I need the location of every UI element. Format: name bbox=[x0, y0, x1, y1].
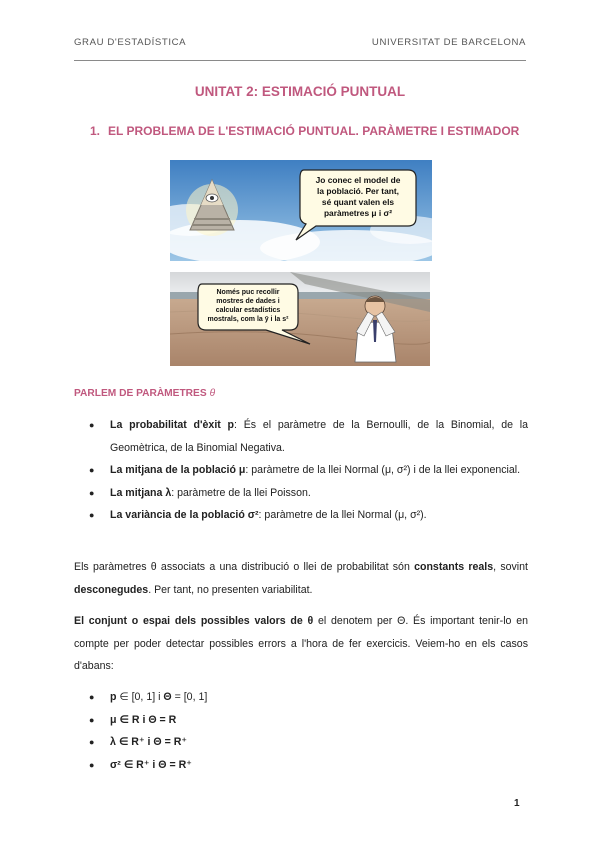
list-item bbox=[74, 731, 528, 754]
list-item bbox=[74, 414, 528, 459]
list-item bbox=[74, 709, 528, 732]
set-rest: = [0, 1] bbox=[171, 691, 208, 703]
bullet-text: : paràmetre de la llei Normal (μ, σ²). bbox=[258, 509, 427, 521]
bubble2-line1: Només puc recollir bbox=[216, 289, 280, 296]
params-heading-symbol: θ bbox=[209, 388, 216, 399]
bullet-text: : paràmetre de la llei Poisson. bbox=[171, 486, 311, 499]
bullet-bold: La probabilitat d'èxit p bbox=[110, 419, 235, 431]
bullet-bold: La mitjana de la població μ bbox=[110, 464, 246, 476]
list-item bbox=[74, 686, 528, 709]
set-theta: Θ bbox=[153, 736, 162, 748]
page-header bbox=[74, 37, 526, 51]
bubble2-line4: mostrals, com la ȳ i la s² bbox=[207, 316, 289, 323]
section-number: 1. bbox=[90, 124, 101, 138]
set-mid: ∈ R⁺ i bbox=[120, 758, 159, 771]
set-mid: ∈ R⁺ i bbox=[115, 736, 154, 748]
paragraph-constants bbox=[74, 556, 528, 601]
set-theta: Θ bbox=[158, 758, 167, 771]
unit-title: UNITAT 2: ESTIMACIÓ PUNTUAL bbox=[194, 84, 406, 99]
parameter-space-list bbox=[74, 686, 528, 776]
header-course: GRAU D'ESTADÍSTICA bbox=[74, 37, 187, 48]
para1-text: Els paràmetres θ associats a una distribució o llei de probabilitat són bbox=[74, 561, 415, 573]
parameter-list bbox=[74, 414, 528, 527]
set-rest: = R bbox=[156, 713, 177, 726]
set-rest: = R⁺ bbox=[161, 736, 187, 748]
section-title-text: EL PROBLEMA DE L'ESTIMACIÓ PUNTUAL. PARÀMETRE I ESTIMADOR bbox=[108, 124, 520, 138]
list-item bbox=[74, 754, 528, 777]
paragraph-parameter-space bbox=[74, 610, 528, 678]
page-number: 1 bbox=[514, 798, 520, 809]
beach-scene bbox=[170, 272, 430, 366]
params-heading-text: PARLEM DE PARÀMETRES bbox=[74, 388, 207, 399]
sky-scene bbox=[170, 160, 432, 261]
bubble1-line3: sé quant valen els bbox=[321, 197, 395, 207]
bubble1-line1: Jo conec el model de bbox=[315, 175, 401, 185]
set-param: λ bbox=[110, 736, 116, 748]
para1-text-2: , sovint bbox=[493, 561, 528, 573]
bubble1-line2: la població. Per tant, bbox=[317, 186, 399, 196]
header-divider bbox=[74, 60, 526, 61]
set-rest: = R⁺ bbox=[166, 758, 192, 771]
para1-text-3: . Per tant, no presenten variabilitat. bbox=[148, 583, 313, 596]
list-item bbox=[74, 459, 528, 482]
list-item bbox=[74, 482, 528, 505]
para2-bold: El conjunt o espai dels possibles valors de θ bbox=[74, 615, 314, 627]
params-heading bbox=[74, 388, 215, 399]
bullet-bold: La variància de la població σ² bbox=[110, 509, 259, 521]
bubble1-line4: paràmetres μ i σ² bbox=[323, 208, 393, 218]
illustration-pyramid-sky bbox=[170, 160, 432, 261]
para2-text: el denotem per Θ. És important tenir-lo en compte per poder detectar possibles errors a l'hora de fer exercicis. Veiem-ho en els casos d'abans: bbox=[74, 615, 528, 672]
bullet-text: : És el paràmetre de la Bernoulli, de la Binomial, de la Geomètrica, de la Binomial Negativa. bbox=[110, 419, 528, 454]
set-mid: ∈ [0, 1] i bbox=[116, 691, 164, 703]
illustration-beach-man bbox=[170, 272, 430, 366]
bubble2-line2: mostres de dades i bbox=[216, 298, 280, 305]
header-university: UNIVERSITAT DE BARCELONA bbox=[371, 37, 526, 48]
bubble2-line3: calcular estadístics bbox=[215, 307, 281, 314]
list-item bbox=[74, 504, 528, 527]
para1-bold-constants: constants reals bbox=[414, 561, 494, 573]
set-param: p bbox=[110, 691, 117, 703]
bullet-bold: La mitjana λ bbox=[110, 486, 172, 499]
section-title bbox=[90, 124, 519, 138]
set-param: σ² bbox=[110, 758, 121, 771]
set-param: μ bbox=[110, 713, 117, 726]
set-mid: ∈ R i bbox=[116, 713, 149, 726]
bullet-text: : paràmetre de la llei Normal (μ, σ²) i de la llei exponencial. bbox=[245, 464, 521, 476]
para1-bold-unknown: desconegudes bbox=[74, 583, 149, 596]
set-theta: Θ bbox=[148, 713, 157, 726]
set-theta: Θ bbox=[163, 691, 172, 703]
